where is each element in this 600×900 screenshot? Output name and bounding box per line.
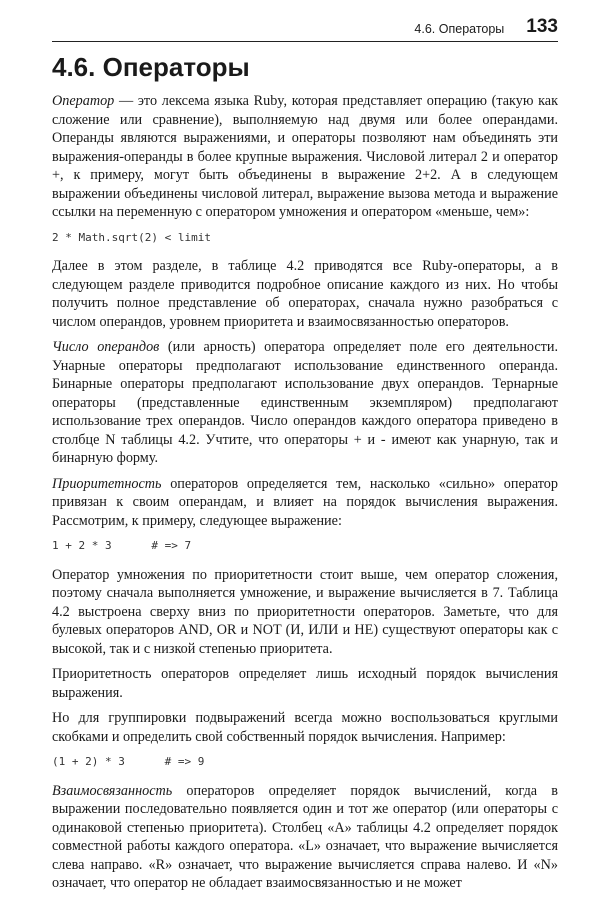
paragraph-text: операторов определяет порядок вычислений, когда в выражении последовательно появляется один и тот же оператор (или операторы с одинаковой степенью приоритета). Столбец «А» таблицы 4.2 определяет порядок совместной работы каждого оператора. «L» означает, что выражение вычисляется слева направо. «R» означает, что выражение вычисляется справа налево. И «N» означает, что оператор не обладает взаимосвязанностью и не может: [52, 782, 558, 891]
paragraph-text: Далее в этом разделе, в таблице 4.2 приводятся все Ruby-операторы, а в следующем разделе приводится подробное описание каждого из них. Но чтобы получить полное представление об операторах, сначала нужно разобраться с числом операндов, уровнем приоритета и взаимосвязанностью операторов.: [52, 258, 558, 330]
paragraph: [52, 257, 558, 331]
term: Приоритетность: [52, 475, 162, 492]
paragraph-text: Оператор умножения по приоритетности стоит выше, чем оператор сложения, поэтому сначала выполняется умножение, и выражение вычисляется в 7. Таблица 4.2 выстроена сверху вниз по приоритетности операторов. Заметьте, что для булевых операторов AND, OR и NOT (И, ИЛИ и НЕ) существуют операторы как с высокой, так и с низкой степенью приоритета.: [52, 566, 558, 657]
paragraph: [52, 338, 558, 468]
body-text: [52, 92, 558, 900]
page-number: 133: [526, 16, 558, 37]
paragraph: [52, 92, 558, 222]
paragraph-text: Но для группировки подвыражений всегда можно воспользоваться круглыми скобками и определить свой собственный порядок вычисления. Например:: [52, 710, 558, 745]
running-title: 4.6. Операторы: [414, 22, 505, 36]
section-title: 4.6. Операторы: [52, 52, 250, 82]
code-example: (1 + 2) * 3 # => 9: [52, 755, 205, 768]
paragraph-text: (или арность) оператора определяет поле его деятельности. Унарные операторы предполагают использование единственного операнда. Бинарные операторы предполагают использование двух операндов. Тернарные операторы (представленные единственным экземпляром) предполагают использование трех операндов. Число операндов каждого оператора приведено в столбце N таблицы 4.2. Учтите, что операторы + и - имеют как унарную, так и бинарную форму.: [52, 339, 558, 466]
code-example: 1 + 2 * 3 # => 7: [52, 539, 192, 552]
paragraph: [52, 665, 558, 702]
paragraph: [52, 782, 558, 893]
running-header: [52, 12, 558, 42]
paragraph-text: Приоритетность операторов определяет лишь исходный порядок вычисления выражения.: [52, 666, 558, 701]
code-example: 2 * Math.sqrt(2) < limit: [52, 230, 211, 244]
paragraph: [52, 709, 558, 746]
term: Оператор: [52, 93, 115, 109]
term: Взаимосвязанность: [52, 782, 173, 799]
paragraph: [52, 566, 558, 659]
paragraph-text: — это лексема языка Ruby, которая представляет операцию (такую как сложение или сравнение), выполняемую над двумя или более операндами. Операнды являются выражениями, и операторы позволяют нам объединять эти выражения-операнды в более крупные выражения. Числовой литерал 2 и оператор +, к примеру, могут быть объединены в выражение 2+2. А в следующем выражении объединены числовой литерал, выражение вызова метода и выражение ссылки на переменную с оператором умножения и оператором «меньше, чем»:: [52, 93, 558, 220]
paragraph-text: операторов определяется тем, насколько «сильно» оператор привязан к своим операндам, и влияет на порядок вычисления выражения. Рассмотрим, к примеру, следующее выражение:: [52, 475, 558, 529]
term: Число операндов: [52, 339, 160, 355]
paragraph: [52, 475, 558, 531]
